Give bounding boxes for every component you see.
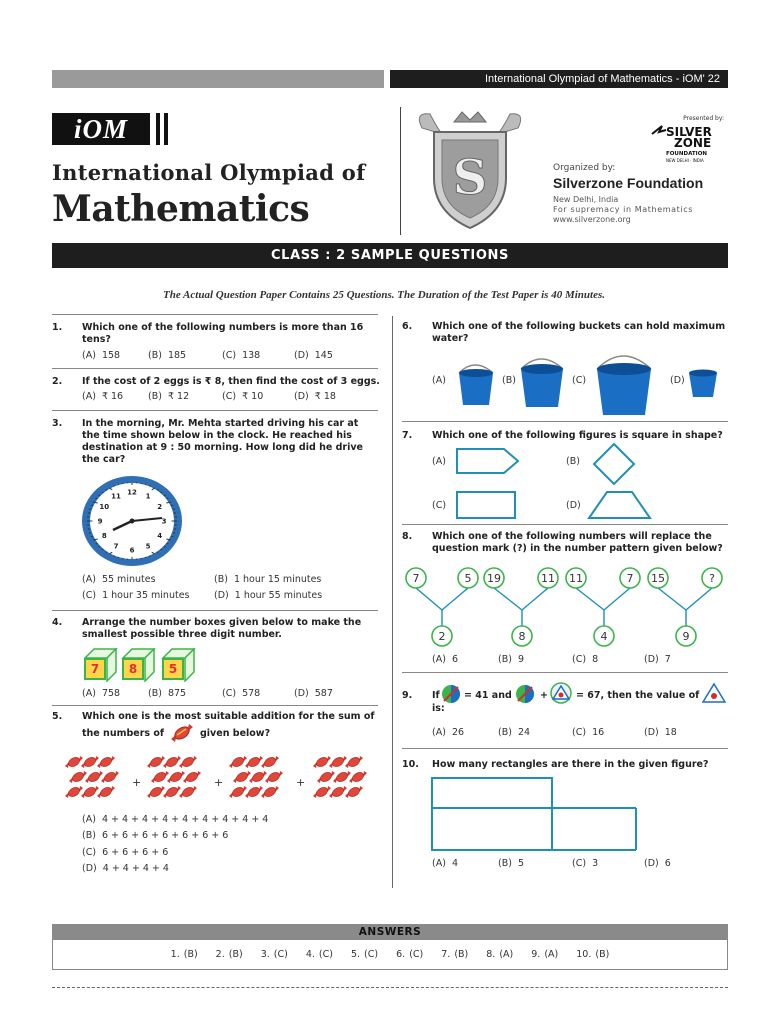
candy-icon <box>147 786 165 799</box>
pentagon-shape <box>457 449 518 473</box>
number-circle-label: 5 <box>464 572 472 585</box>
candy-icon <box>163 786 181 799</box>
presented-by-label: Presented by: <box>683 115 724 122</box>
question-text: Which one is the most suitable addition for the sum of <box>82 711 375 722</box>
candy-icon <box>313 786 331 799</box>
triangle-circle-icon <box>702 682 726 704</box>
clock-tick <box>149 556 150 557</box>
number-box-3d-edges <box>84 648 208 682</box>
clock-tick <box>118 484 119 485</box>
candy-icon <box>81 756 99 769</box>
question-text: Which one of the following buckets can hold maximum water? <box>432 321 726 344</box>
buckets-figure <box>455 355 725 417</box>
option-b: (B) 9 <box>498 654 525 665</box>
plus-sign: + <box>132 776 142 789</box>
clock-number: 1 <box>145 492 151 501</box>
rectangles-figure <box>430 776 640 852</box>
option-b: (B) 1 hour 15 minutes <box>214 574 322 585</box>
logo-word-city: NEW DELHI · INDIA <box>666 158 704 163</box>
candy-icon <box>163 756 181 769</box>
option-a: (A) 758 <box>82 688 121 699</box>
bucket-c <box>597 356 651 415</box>
option-d: (D) 18 <box>644 727 677 738</box>
answer-item: 9. (A) <box>531 949 559 960</box>
question-number: 4. <box>52 617 63 628</box>
answers-row <box>52 949 728 960</box>
candy-icon <box>265 771 283 784</box>
candy-icon <box>349 771 367 784</box>
logo-word-foundation: FOUNDATION <box>666 151 707 157</box>
dashed-divider <box>52 987 728 988</box>
question-number: 10. <box>402 759 419 770</box>
clock-number: 9 <box>97 517 103 526</box>
clock-tick <box>167 498 169 499</box>
trapezium-shape <box>589 492 650 518</box>
header-title-bar: International Olympiad of Mathematics - iOM' 22 <box>390 70 728 88</box>
logo-bar-2 <box>164 113 168 145</box>
separator <box>52 705 378 706</box>
rectangle-shape <box>457 492 515 518</box>
option-b: (B) 24 <box>498 727 531 738</box>
number-box: 7 <box>84 658 106 680</box>
logo-word-zone: ZONE <box>674 136 712 150</box>
option-c: (C) 578 <box>222 688 261 699</box>
question-number: 1. <box>52 322 63 333</box>
separator <box>52 314 378 315</box>
option-a-label: (A) <box>432 456 446 467</box>
option-b: (B) ₹ 12 <box>148 391 190 402</box>
clock-tick <box>157 489 158 490</box>
number-circle-label: 11 <box>541 572 555 585</box>
answer-item: 6. (C) <box>396 949 424 960</box>
option-a: (A) 158 <box>82 350 121 361</box>
number-circle-label: 2 <box>438 630 446 643</box>
option-b-label: (B) <box>566 456 580 467</box>
answer-item: 4. (C) <box>305 949 333 960</box>
clock-tick <box>105 552 106 553</box>
shapes-figure <box>452 440 728 524</box>
separator <box>402 672 728 673</box>
answer-item: 10. (B) <box>576 949 610 960</box>
svg-text:S: S <box>452 150 488 206</box>
option-a: (A) 4 <box>432 858 458 869</box>
number-circle-label: 15 <box>651 572 665 585</box>
option-d-label: (D) <box>670 375 685 386</box>
option-a: (A) 6 <box>432 654 458 665</box>
silverzone-foundation-logo <box>650 112 728 164</box>
clock-tick <box>145 484 146 485</box>
option-d: (D) 587 <box>294 688 333 699</box>
candy-icon <box>168 722 196 744</box>
question-text: Which one of the following numbers will replace the question mark (?) in the number pattern given below? <box>432 531 723 554</box>
option-a: (A) ₹ 16 <box>82 391 124 402</box>
question-text-part: = 67, then the value of <box>576 690 700 701</box>
plus-sign: + <box>214 776 224 789</box>
clock-tick <box>105 489 106 490</box>
candy-icon <box>179 756 197 769</box>
organizer-website: www.silverzone.org <box>553 215 631 224</box>
clock-tick <box>114 556 115 557</box>
candy-icon <box>329 756 347 769</box>
candy-icon <box>81 786 99 799</box>
olympiad-title: International Olympiad of <box>52 160 366 185</box>
number-circle-label: 7 <box>412 572 420 585</box>
tree-connector <box>576 588 604 610</box>
clock-tick <box>167 543 169 544</box>
option-d: (D) 6 <box>644 858 671 869</box>
candy-icon <box>167 771 185 784</box>
answer-item: 3. (C) <box>260 949 288 960</box>
answers-header: ANSWERS <box>52 924 728 940</box>
tree-connector <box>604 588 630 610</box>
question-text: Which one of the following figures is square in shape? <box>432 430 723 441</box>
option-c: (C) 3 <box>572 858 599 869</box>
tree-connector <box>494 588 522 610</box>
question-text: Arrange the number boxes given below to make the smallest possible three digit number. <box>82 617 362 640</box>
clock-number: 4 <box>157 532 163 540</box>
candy-icon <box>345 786 363 799</box>
candy-icon <box>151 771 169 784</box>
organizer-city: New Delhi, India <box>553 195 619 204</box>
option-c: (C) 16 <box>572 727 605 738</box>
question-text: In the morning, Mr. Mehta started driving his car at the time shown below in the clock. He reached his destination at 9 : 50 morning. How long did he drive the car? <box>82 418 363 465</box>
number-circle-label: 4 <box>600 630 608 643</box>
number-pattern-figure <box>400 564 730 652</box>
candy-icon <box>261 756 279 769</box>
option-d: (D) 1 hour 55 minutes <box>214 590 323 601</box>
triangle-circle-icon <box>550 682 572 704</box>
candy-icon <box>229 756 247 769</box>
question-text-part: + <box>540 690 548 701</box>
candy-icon <box>85 771 103 784</box>
candy-icon <box>229 786 247 799</box>
clock-tick <box>98 546 100 547</box>
column-divider <box>392 316 393 888</box>
option-b: (B) 6 + 6 + 6 + 6 + 6 + 6 + 6 <box>82 830 229 841</box>
option-c: (C) ₹ 10 <box>222 391 264 402</box>
candy-icon <box>245 786 263 799</box>
tree-connector <box>416 588 442 610</box>
half-circle-icon <box>514 683 536 705</box>
bucket-a <box>459 365 493 405</box>
question-number: 5. <box>52 711 63 722</box>
header-divider <box>400 107 401 235</box>
candy-icon <box>313 756 331 769</box>
answer-item: 5. (C) <box>350 949 379 960</box>
clock-tick <box>114 485 115 486</box>
clock-tick <box>96 543 98 544</box>
number-box: 8 <box>122 658 144 680</box>
number-circle-label: 9 <box>682 630 690 643</box>
clock-number: 3 <box>161 517 167 526</box>
question-text: Which one of the following numbers is more than 16 tens? <box>82 322 364 345</box>
clock-tick <box>157 552 158 553</box>
option-b: (B) 5 <box>498 858 525 869</box>
option-d: (D) 7 <box>644 654 671 665</box>
option-c: (C) 8 <box>572 654 599 665</box>
candy-icon <box>65 786 83 799</box>
option-a-label: (A) <box>432 375 446 386</box>
candy-icon <box>69 771 87 784</box>
candy-icon <box>317 771 335 784</box>
clock-figure <box>80 474 184 568</box>
organizer-tagline: For supremacy in Mathematics <box>553 205 693 214</box>
option-b: (B) 185 <box>148 350 187 361</box>
separator <box>402 524 728 525</box>
option-d: (D) 4 + 4 + 4 + 4 <box>82 863 169 874</box>
candy-icon <box>147 756 165 769</box>
clock-tick <box>161 549 162 550</box>
clock-number: 2 <box>157 503 163 511</box>
organizer-name: Silverzone Foundation <box>553 175 704 191</box>
candy-icon <box>245 756 263 769</box>
option-c: (C) 6 + 6 + 6 + 6 <box>82 847 169 858</box>
candy-icon <box>261 786 279 799</box>
option-d: (D) 145 <box>294 350 333 361</box>
organizer-address <box>553 195 693 225</box>
question-number: 3. <box>52 418 63 429</box>
bucket-b <box>521 359 563 407</box>
question-number: 8. <box>402 531 413 542</box>
option-d-label: (D) <box>566 500 581 511</box>
clock-tick <box>164 495 166 496</box>
number-circle-label: 7 <box>626 572 634 585</box>
clock-number: 11 <box>111 492 121 501</box>
class-title-bar: CLASS : 2 SAMPLE QUESTIONS <box>52 243 728 268</box>
logo-bar-1 <box>156 113 160 145</box>
separator <box>52 410 378 411</box>
option-c-label: (C) <box>432 500 447 511</box>
number-circle-label: 19 <box>487 572 501 585</box>
candy-icon <box>333 771 351 784</box>
clock-number: 6 <box>129 546 135 555</box>
question-text-part: If <box>432 690 440 701</box>
question-number: 9. <box>402 690 413 701</box>
plus-sign: + <box>296 776 306 789</box>
tree-connector <box>522 588 548 610</box>
clock-number: 10 <box>99 503 110 511</box>
option-c: (C) 1 hour 35 minutes <box>82 590 190 601</box>
answer-item: 2. (B) <box>215 949 243 960</box>
tree-connector <box>686 588 712 610</box>
clock-tick <box>149 485 150 486</box>
option-c-label: (C) <box>572 375 587 386</box>
question-text-part: is: <box>432 703 445 714</box>
clock-number: 12 <box>127 488 137 497</box>
option-a: (A) 4 + 4 + 4 + 4 + 4 + 4 + 4 + 4 + 4 <box>82 814 269 825</box>
candy-icon <box>101 771 119 784</box>
separator <box>52 368 378 369</box>
option-b-label: (B) <box>502 375 516 386</box>
clock-tick <box>102 549 103 550</box>
clock-tick <box>161 492 162 493</box>
paper-instructions: The Actual Question Paper Contains 25 Questions. The Duration of the Test Paper is 40 Minutes. <box>163 289 605 301</box>
candy-icon <box>97 786 115 799</box>
option-a: (A) 55 minutes <box>82 574 156 585</box>
candy-groups-figure <box>60 752 380 808</box>
question-text: If the cost of 2 eggs is ₹ 8, then find the cost of 3 eggs. <box>82 376 380 387</box>
clock-tick <box>98 495 100 496</box>
number-box: 5 <box>162 658 184 680</box>
candy-icon <box>233 771 251 784</box>
candy-icon <box>65 756 83 769</box>
separator <box>402 421 728 422</box>
diamond-shape <box>594 444 634 484</box>
clock-tick <box>145 557 146 558</box>
candy-icon <box>179 786 197 799</box>
candy-icon <box>183 771 201 784</box>
question-text-part: given below? <box>200 728 271 739</box>
question-text-part: = 41 and <box>464 690 512 701</box>
clock-tick <box>102 492 103 493</box>
answer-item: 8. (A) <box>486 949 514 960</box>
clock-number: 7 <box>113 542 119 551</box>
option-a: (A) 26 <box>432 727 465 738</box>
number-circle-label: ? <box>709 572 715 585</box>
organized-by-label: Organized by: <box>553 163 616 173</box>
silverzone-crest <box>414 108 526 232</box>
clock-tick <box>96 498 98 499</box>
separator <box>52 610 378 611</box>
candy-icon <box>249 771 267 784</box>
half-circle-icon <box>440 683 462 705</box>
tree-connector <box>442 588 468 610</box>
clock-number: 8 <box>101 532 107 540</box>
clock-number: 5 <box>145 542 151 551</box>
question-number: 7. <box>402 430 413 441</box>
clock-tick <box>118 557 119 558</box>
number-circle-label: 8 <box>518 630 526 643</box>
header-grey-bar <box>52 70 384 88</box>
option-b: (B) 875 <box>148 688 187 699</box>
candy-icon <box>97 756 115 769</box>
subject-title: Mathematics <box>52 188 310 230</box>
question-text: How many rectangles are there in the given figure? <box>432 759 709 770</box>
candy-icon <box>329 786 347 799</box>
option-c: (C) 138 <box>222 350 261 361</box>
tree-connector <box>658 588 686 610</box>
iom-logo: iOM <box>52 113 150 145</box>
number-circle-label: 11 <box>569 572 583 585</box>
bucket-d <box>689 370 717 398</box>
logo-word-silver: SILVER <box>666 125 712 139</box>
question-number: 2. <box>52 376 63 387</box>
option-d: (D) ₹ 18 <box>294 391 336 402</box>
answer-item: 1. (B) <box>170 949 198 960</box>
candy-icon <box>345 756 363 769</box>
separator <box>402 748 728 749</box>
question-text-part: the numbers of <box>82 728 165 739</box>
answer-item: 7. (B) <box>441 949 469 960</box>
question-number: 6. <box>402 321 413 332</box>
clock-tick <box>164 546 166 547</box>
